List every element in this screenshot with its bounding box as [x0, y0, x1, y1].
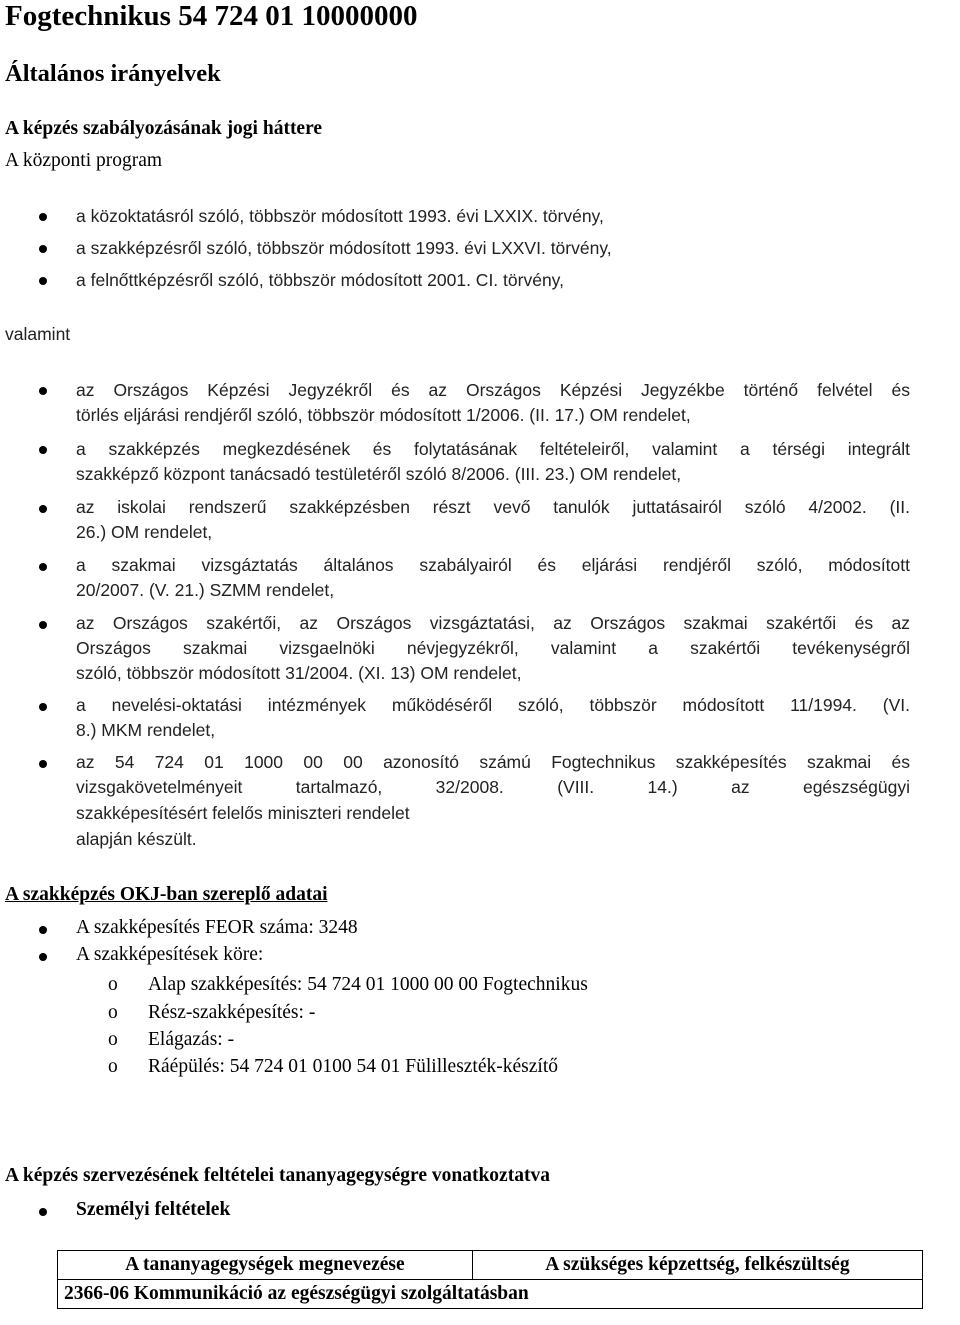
- regulation-line: alapján készült.: [76, 829, 197, 849]
- bullet: [39, 277, 47, 285]
- regulation-line: 26.) OM rendelet,: [76, 522, 213, 542]
- table-header-cell: A tananyagegységek megnevezése: [58, 1251, 473, 1280]
- sub-bullet: o: [108, 1002, 118, 1023]
- regulation-line: az 54 724 01 1000 00 00 azonosító számú Fogtechnikus szakképesítés szakmai és: [76, 752, 910, 772]
- law-item: a szakképzésről szóló, többször módosított 1993. évi LXXVI. törvény,: [76, 238, 612, 258]
- regulation-line: 8.) MKM rendelet,: [76, 720, 216, 740]
- regulation-line: az Országos Képzési Jegyzékről és az Országos Képzési Jegyzékbe történő felvétel és: [76, 380, 910, 400]
- personal-conditions: Személyi feltételek: [76, 1199, 231, 1220]
- sub-bullet: o: [108, 1029, 118, 1050]
- bullet: [39, 760, 47, 768]
- qualification-scope: A szakképesítések köre:: [76, 944, 264, 965]
- conditions-heading: A képzés szervezésének feltételei tananyagegységre vonatkoztatva: [5, 1165, 550, 1186]
- regulation-line: szóló, többször módosított 31/2004. (XI. 13) OM rendelet,: [76, 663, 522, 683]
- regulation-line: törlés eljárási rendjéről szóló, többször módosított 1/2006. (II. 17.) OM rendelet,: [76, 405, 691, 425]
- bullet: [39, 563, 47, 571]
- regulation-line: a szakmai vizsgáztatás általános szabályairól és eljárási rendjéről szóló, módosított: [76, 555, 910, 575]
- bullet: [39, 621, 47, 629]
- bullet: [39, 245, 47, 253]
- bullet: [39, 926, 47, 934]
- sub-bullet: o: [108, 1056, 118, 1077]
- regulation-line: Országos szakmai vizsgaelnöki névjegyzékről, valamint a szakértői tevékenységről: [76, 638, 910, 658]
- law-item: a közoktatásról szóló, többször módosított 1993. évi LXXIX. törvény,: [76, 206, 604, 226]
- valamint-text: valamint: [5, 324, 71, 344]
- regulation-line: a szakképzés megkezdésének és folytatásának feltételeiről, valamint a térségi integrált: [76, 439, 910, 459]
- law-item: a felnőttképzésről szóló, többször módosított 2001. CI. törvény,: [76, 270, 564, 290]
- bullet: [39, 446, 47, 454]
- feor-number: A szakképesítés FEOR száma: 3248: [76, 917, 358, 938]
- section-heading-general: Általános irányelvek: [5, 60, 221, 87]
- table-cell: 2366-06 Kommunikáció az egészségügyi szolgáltatásban: [58, 1280, 923, 1309]
- bullet: [39, 387, 47, 395]
- regulation-line: az iskolai rendszerű szakképzésben részt vevő tanulók juttatásairól szóló 4/2002. (II.: [76, 497, 910, 517]
- sub-item: Elágazás: -: [148, 1029, 235, 1050]
- legal-background-heading: A képzés szabályozásának jogi háttere: [5, 118, 323, 139]
- regulation-line: vizsgakövetelményeit tartalmazó, 32/2008. (VIII. 14.) az egészségügyi: [76, 777, 910, 797]
- table-header-row: [58, 1251, 923, 1280]
- bullet: [39, 505, 47, 513]
- sub-item: Ráépülés: 54 724 01 0100 54 01 Fülilleszték-készítő: [148, 1056, 558, 1077]
- document-title: Fogtechnikus 54 724 01 10000000: [5, 0, 418, 32]
- bullet: [39, 1208, 47, 1216]
- okj-heading: A szakképzés OKJ-ban szereplő adatai: [5, 884, 328, 905]
- regulation-line: a nevelési-oktatási intézmények működéséről szóló, többször módosított 11/1994. (VI.: [76, 695, 910, 715]
- bullet: [39, 703, 47, 711]
- central-program-text: A központi program: [5, 150, 163, 171]
- regulation-line: szakképesítésért felelős miniszteri rendelet: [76, 803, 410, 823]
- regulation-line: 20/2007. (V. 21.) SZMM rendelet,: [76, 580, 335, 600]
- sub-item: Alap szakképesítés: 54 724 01 1000 00 00 Fogtechnikus: [148, 974, 588, 995]
- bullet: [39, 953, 47, 961]
- regulation-line: az Országos szakértői, az Országos vizsgáztatási, az Országos szakmai szakértői és az: [76, 613, 910, 633]
- table-row: [58, 1280, 923, 1309]
- conditions-table: [57, 1250, 923, 1309]
- bullet: [39, 213, 47, 221]
- sub-item: Rész-szakképesítés: -: [148, 1002, 316, 1023]
- table-header-cell: A szükséges képzettség, felkészültség: [472, 1251, 922, 1280]
- sub-bullet: o: [108, 974, 118, 995]
- regulation-line: szakképző központ tanácsadó testületéről szóló 8/2006. (III. 23.) OM rendelet,: [76, 464, 682, 484]
